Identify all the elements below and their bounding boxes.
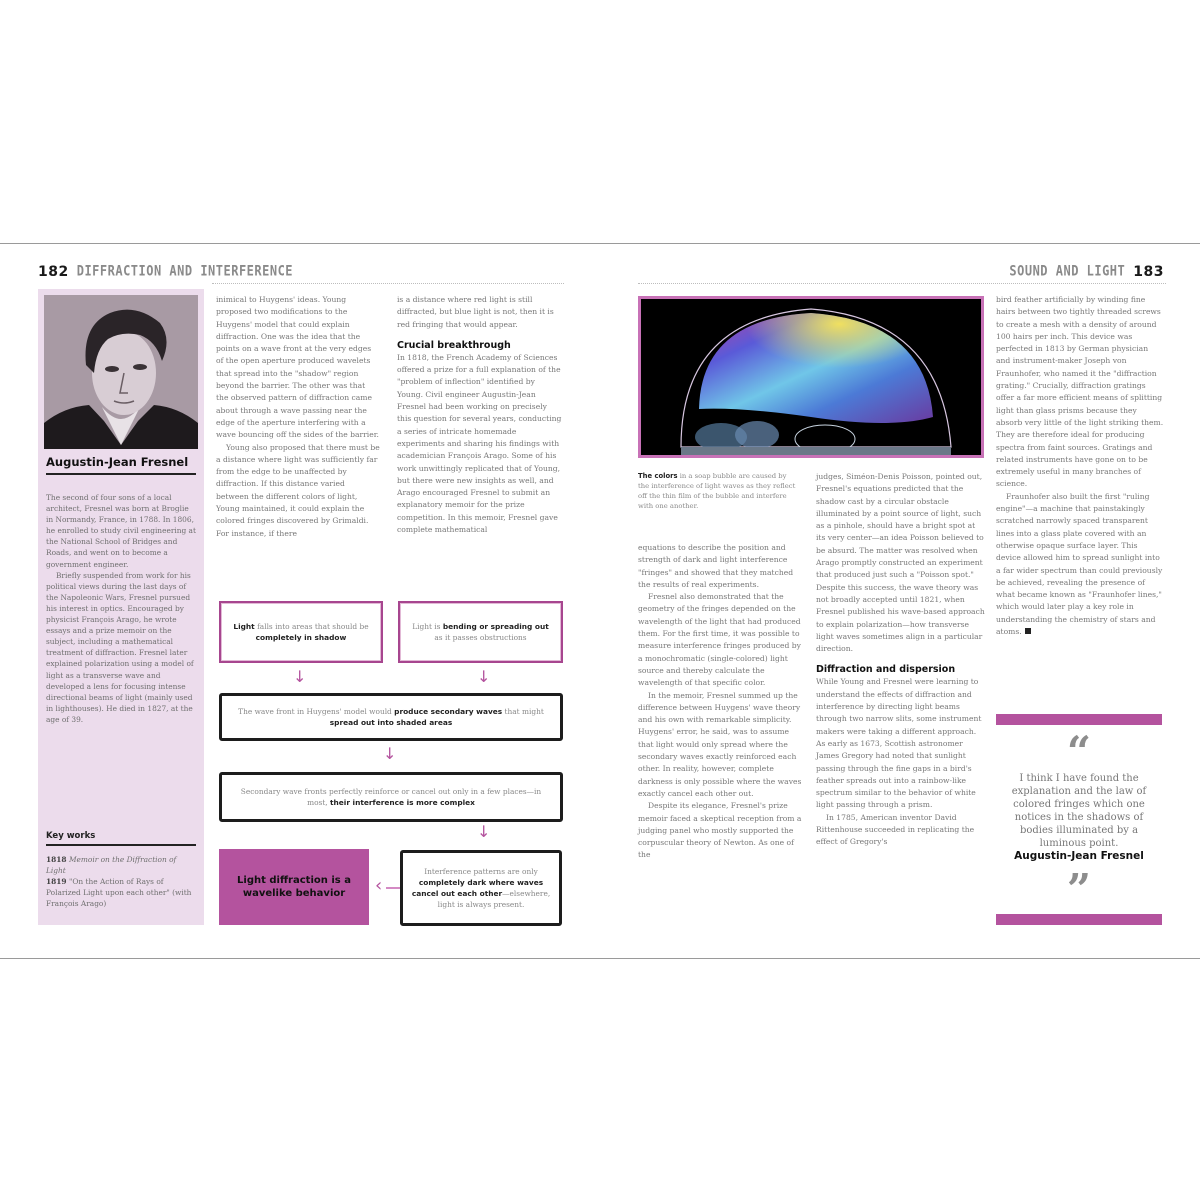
key-work-item: 1819 "On the Action of Rays of Polarized Light upon each other" (with François Arago) (46, 877, 192, 908)
body-paragraph: While Young and Fresnel were learning to understand the effects of diffraction and interference by directing light beams through two narrow slits, some instrument makers were taking a different approach. As early as 1673, Scottish astronomer James Gregory had noted that sunlight passing through the fine gaps in a bird's feather spreads out into a rainbow-like spectrum similar to the behavior of white light passing through a prism. (816, 677, 982, 810)
body-paragraph: equations to describe the position and strength of dark and light interference "fringes" and showed that they matched the results of real experiments. (638, 543, 794, 589)
section-heading: Diffraction and dispersion (816, 664, 956, 676)
body-paragraph: In the memoir, Fresnel summed up the difference between Huygens' wave theory and his own with remarkable simplicity. Huygens' error, he said, was to assume that light would only spread where the secondary waves exactly reinforced each other. In reality, however, complete darkness is only possible where the waves exactly cancel each other out. (638, 690, 802, 798)
flowchart-conclusion: Light diffraction is a wavelike behavior (219, 849, 369, 925)
bio-text (46, 492, 198, 725)
photo-caption: The colors in a soap bubble are caused by the interference of light waves as they reflect off the thin film of the bubble and interfere with one another. (638, 472, 796, 510)
portrait-engraving-icon (44, 295, 198, 449)
bio-paragraph: Briefly suspended from work for his political views during the last days of the Napoleonic Wars, Fresnel pursued his interest in optics. Encouraged by physicist François Arago, he wrote essays and a prize memoir on the subject, including a mathematical treatment of diffraction. Fresnel later explained polarization using a model of light as a transverse wave and developed a lens for focusing intense directional beams of light (mainly used in lighthouses). He died in 1827, at the age of 39. (46, 570, 194, 724)
left-page (0, 244, 600, 960)
header-rule (638, 283, 1166, 284)
body-column-3 (638, 542, 806, 862)
body-paragraph: bird feather artificially by winding fine hairs between two tightly threaded screws to create a mesh with a density of around 100 hairs per inch. This device was perfected in 1813 by German physician and instrument-maker Joseph von Fraunhofer, who named it the "diffraction grating." Crucially, diffraction gratings offer a far more efficient means of splitting light than glass prisms because they absorb very little of the light striking them. They are therefore ideal for producing spectra from faint sources. Gratings and related instruments have gone on to be extremely useful in many branches of science. (996, 295, 1164, 489)
chapter-title: DIFFRACTION AND INTERFERENCE (76, 262, 294, 279)
body-paragraph: Despite its elegance, Fresnel's prize memoir faced a skeptical reception from a judging panel who mostly supported the corpuscular theory of Newton. As one of the (638, 801, 802, 860)
arrow-down-icon: ↓ (477, 667, 491, 686)
chapter-title: SOUND AND LIGHT (1009, 262, 1126, 279)
body-paragraph: is a distance where red light is still diffracted, but blue light is not, then it is red fringing that would appear. (397, 295, 554, 329)
quote-bottom-bar (996, 914, 1162, 925)
flowchart-box-3: The wave front in Huygens' model would produce secondary waves that might spread out into shaded areas (219, 693, 563, 741)
body-column-4 (816, 471, 986, 849)
soap-bubble-photo (638, 296, 984, 458)
biography-sidebar (38, 289, 204, 925)
arrow-down-icon: ↓ (293, 667, 307, 686)
arrow-down-icon: ↓ (383, 744, 397, 763)
quote-top-bar (996, 714, 1162, 725)
body-paragraph: inimical to Huygens' ideas. Young proposed two modifications to the Huygens' model that could explain diffraction. One was the idea that the points on a wave front at the very edges of the open aperture produced wavelets that spread into the "shadow" region beyond the barrier. The other was that the observed pattern of diffraction came about through a wave passing near the edge of the aperture interfering with a wave bouncing off the sides of the barrier. (216, 295, 379, 440)
body-paragraph: Fresnel also demonstrated that the geometry of the fringes depended on the wavelength of the light that had produced them. For the first time, it was possible to measure interference fringes produced by a monochromatic (single-colored) light source and thereby calculate the wavelength of that specific color. (638, 592, 801, 688)
page-number: 182 (38, 264, 69, 280)
pull-quote-author: Augustin-Jean Fresnel (1014, 850, 1144, 862)
close-quote-icon: ” (1066, 865, 1092, 914)
body-column-5 (996, 294, 1164, 638)
running-head-right (1009, 264, 1164, 280)
body-paragraph: Fraunhofer also built the first "ruling engine"—a machine that painstakingly scratched narrowly spaced transparent lines into a glass plate covered with an otherwise opaque surface layer. This device allowed him to spread sunlight into a far wider spectrum than could previously be achieved, revealing the presence of what became known as "Fraunhofer lines," which would later play a key role in understanding the chemistry of stars and atoms. (996, 491, 1163, 637)
body-paragraph: Young also proposed that there must be a distance where light was sufficiently far from the edge to be unaffected by diffraction. If this distance varied between the different colors of light, Young maintained, it could explain the colored fringes discovered by Grimaldi. For instance, if there (216, 442, 380, 538)
pull-quote-text: I think I have found the explanation and the law of colored fringes which one notices in the shadows of bodies illuminated by a luminous point. (1011, 773, 1147, 849)
bio-paragraph: The second of four sons of a local architect, Fresnel was born at Broglie in Normandy, France, in 1788. In 1806, he enrolled to study civil engineering at the National School of Bridges and Roads, and went on to become a government engineer. (46, 493, 196, 569)
book-spread (0, 243, 1200, 959)
right-page (600, 244, 1200, 960)
body-column-1 (216, 294, 380, 540)
key-works-list (46, 854, 198, 909)
body-paragraph: In 1818, the French Academy of Sciences offered a prize for a full explanation of the "problem of inflection" identified by Young. Civil engineer Augustin-Jean Fresnel had been working on precisely this question for several years, conducting a series of intricate homemade experiments and sharing his findings with academician François Arago. Some of his work unwittingly replicated that of Young, but there were new insights as well, and Arago encouraged Fresnel to submit an explanatory memoir for the prize competition. In this memoir, Fresnel gave complete mathematical (397, 352, 562, 535)
header-rule (212, 283, 564, 284)
bio-name: Augustin-Jean Fresnel (46, 456, 196, 475)
body-paragraph: judges, Siméon-Denis Poisson, pointed out, Fresnel's equations predicted that the shadow cast by a circular obstacle illuminated by a point source of light, such as a pinhole, should have a bright spot at its very center—an idea Poisson believed to be absurd. The matter was resolved when Arago promptly constructed an experiment that produced just such a "Poisson spot." Despite this success, the wave theory was not broadly accepted until 1821, when Fresnel published his wave-based approach to explain polarization—how transverse light waves sometimes align in a particular direction. (816, 472, 985, 654)
body-paragraph: In 1785, American inventor David Rittenhouse succeeded in replicating the effect of Gregory's (816, 812, 975, 847)
body-column-2 (397, 294, 563, 536)
flowchart-box-4: Secondary wave fronts perfectly reinforce or cancel out only in a few places—in most, their interference is more complex (219, 772, 563, 822)
key-works-heading: Key works (46, 831, 196, 846)
flowchart-box-5: Interference patterns are only completely dark where waves cancel out each other—elsewhere, light is always present. (400, 850, 562, 926)
soap-bubble-image-icon (641, 299, 981, 455)
key-work-item: 1818 Memoir on the Diffraction of Light (46, 855, 177, 875)
end-of-article-icon (1025, 628, 1031, 634)
arrow-down-icon: ↓ (477, 822, 491, 841)
running-head-left (38, 264, 293, 280)
flowchart-box-1: Light falls into areas that should be completely in shadow (219, 601, 383, 663)
arrow-connector (386, 887, 400, 889)
section-heading: Crucial breakthrough (397, 339, 511, 351)
flowchart-box-2: Light is bending or spreading out as it passes obstructions (398, 601, 563, 663)
page-number: 183 (1133, 264, 1164, 280)
open-quote-icon: “ (1066, 727, 1092, 776)
portrait-image (44, 295, 198, 449)
arrow-left-icon: ‹ (375, 875, 383, 896)
